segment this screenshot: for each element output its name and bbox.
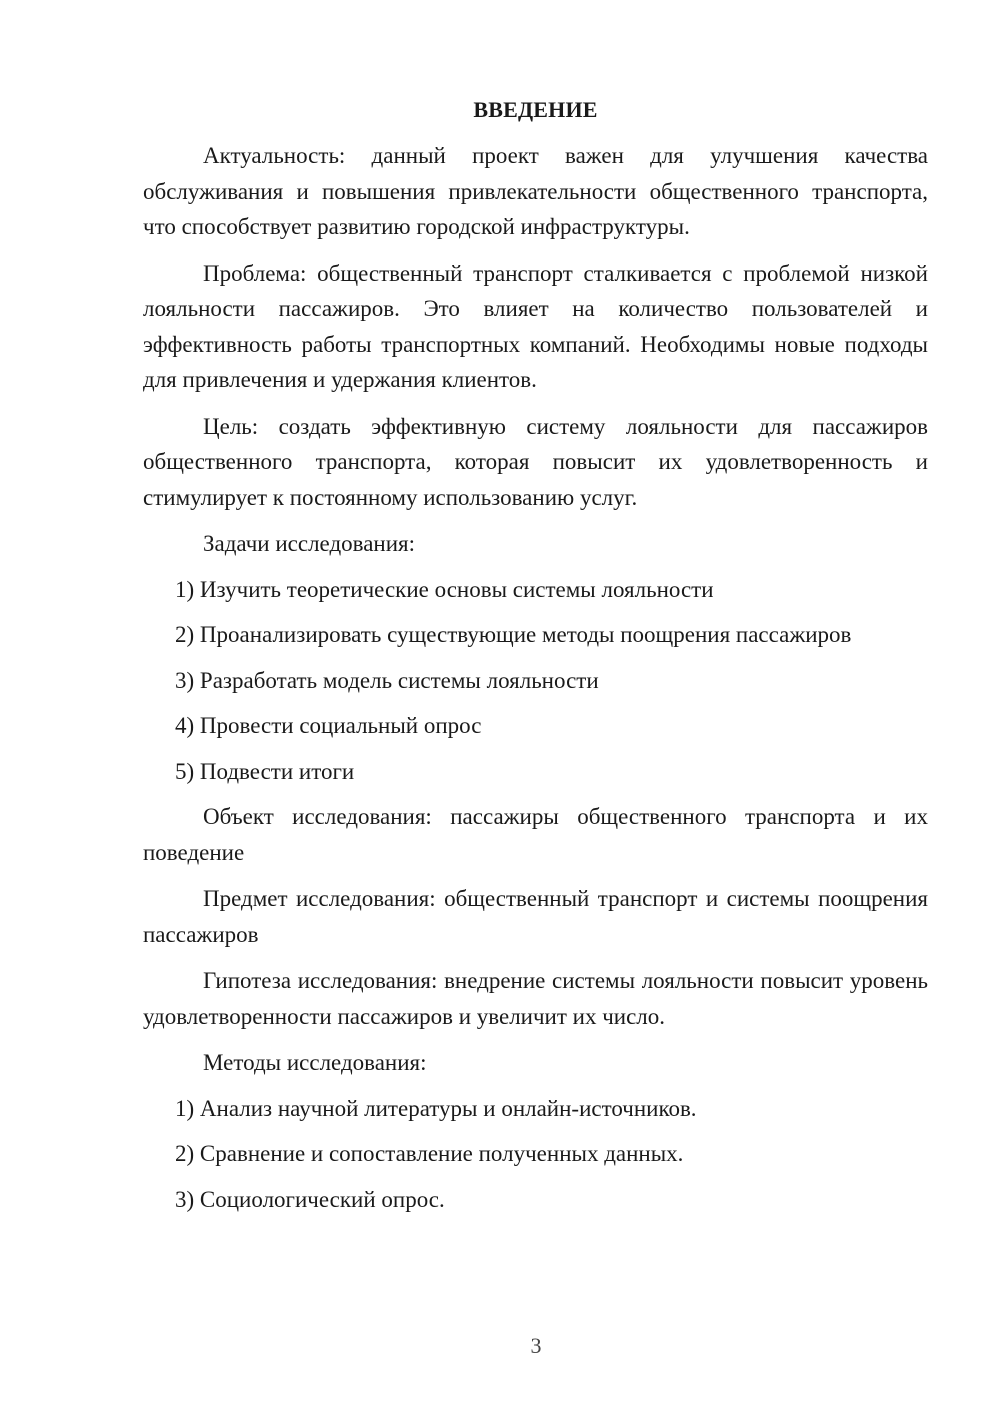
list-item: 2) Проанализировать существующие методы поощрения пассажиров (175, 622, 852, 647)
list-item: 3) Разработать модель системы лояльности (175, 667, 599, 693)
tasks-list (143, 572, 928, 790)
relevance-paragraph: Актуальность: данный проект важен для улучшения качества обслуживания и повышения привлекательности общественного транспорта, что способствует развитию городской инфраструктуры. (143, 143, 928, 239)
list-item: 3) Социологический опрос. (175, 1186, 445, 1212)
goal-paragraph: Цель: создать эффективную систему лояльности для пассажиров общественного транспорта, которая повысит их удовлетворенность и стимулирует к постоянному использованию услуг. (143, 413, 928, 510)
methods-heading: Методы исследования: (203, 1050, 427, 1075)
methods-list (143, 1091, 928, 1218)
object-paragraph: Объект исследования: пассажиры общественного транспорта и их поведение (143, 804, 928, 865)
list-item: 5) Подвести итоги (175, 758, 355, 784)
page-title: ВВЕДЕНИЕ (473, 97, 598, 122)
document-body (143, 94, 928, 1227)
list-item: 1) Анализ научной литературы и онлайн-источников. (175, 1095, 697, 1121)
list-item: 1) Изучить теоретические основы системы лояльности (175, 576, 714, 602)
list-item: 4) Провести социальный опрос (175, 713, 482, 738)
problem-paragraph: Проблема: общественный транспорт сталкивается с проблемой низкой лояльности пассажиров. Это влияет на количество пользователей и эффективность работы транспортных компаний. Необходимы новые подходы для привлечения и удержания клиентов. (143, 260, 928, 392)
list-item: 2) Сравнение и сопоставление полученных данных. (175, 1141, 684, 1166)
tasks-heading: Задачи исследования: (203, 531, 416, 556)
subject-paragraph: Предмет исследования: общественный транспорт и системы поощрения пассажиров (143, 886, 928, 947)
hypothesis-paragraph: Гипотеза исследования: внедрение системы лояльности повысит уровень удовлетворенности пассажиров и увеличит их число. (143, 968, 928, 1029)
page-number: 3 (530, 1333, 542, 1358)
